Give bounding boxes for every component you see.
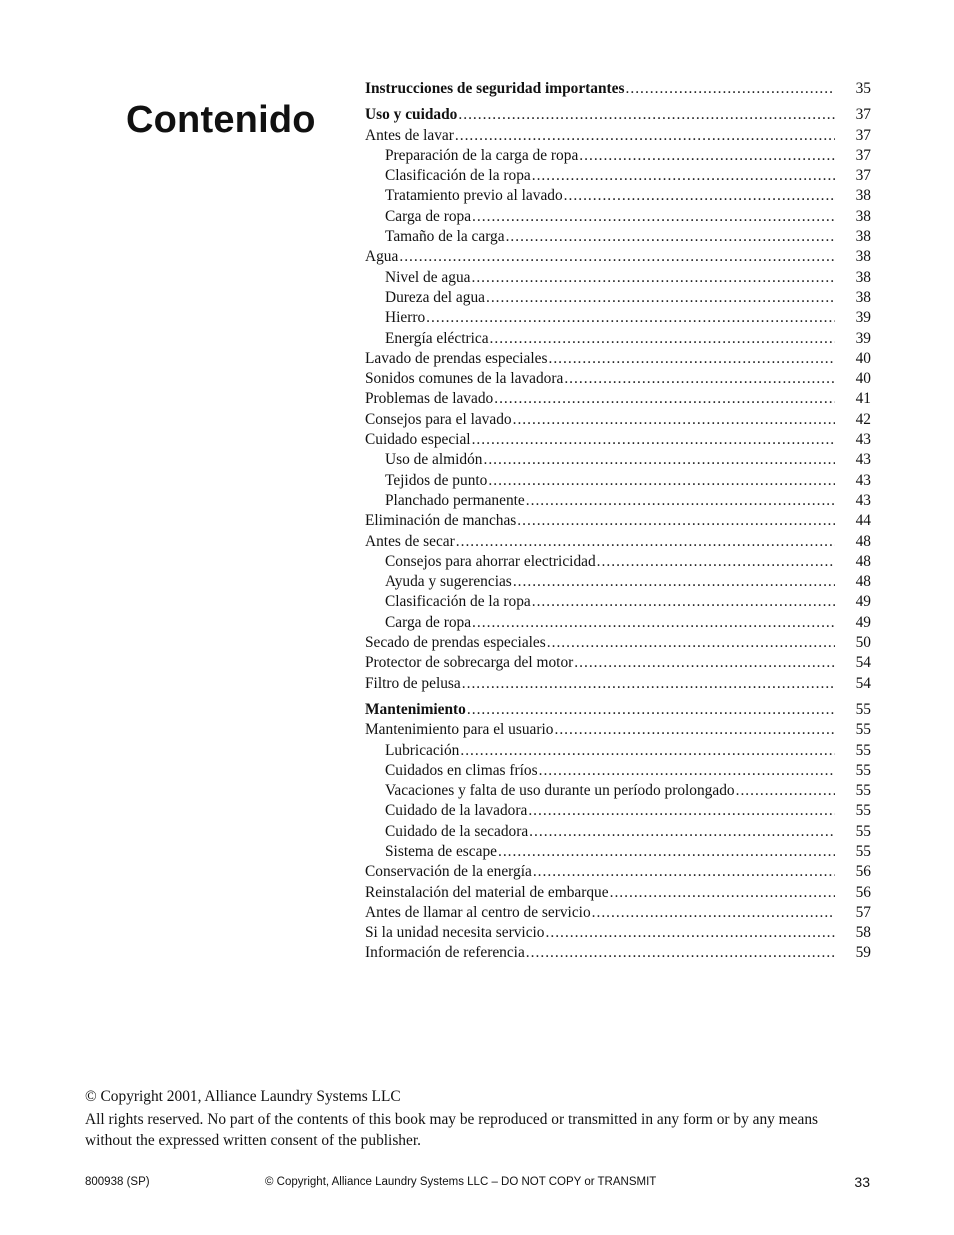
toc-entry	[365, 329, 871, 349]
toc-entry	[365, 247, 871, 267]
document-number: 800938 (SP)	[85, 1176, 150, 1188]
footer-copyright-notice: © Copyright, Alliance Laundry Systems LLC – DO NOT COPY or TRANSMIT	[265, 1176, 657, 1188]
dot-leader	[610, 883, 835, 903]
toc-entry-page: 49	[855, 613, 871, 631]
dot-leader	[548, 349, 835, 369]
toc-entry	[365, 532, 871, 552]
toc-entry	[365, 186, 871, 206]
toc-entry	[365, 903, 871, 923]
toc-entry-label: Vacaciones y falta de uso durante un período prolongado	[385, 782, 735, 800]
toc-entry	[365, 166, 871, 186]
toc-entry-page: 37	[855, 106, 871, 124]
toc-section-heading	[365, 700, 871, 720]
dot-leader	[399, 247, 835, 267]
toc-entry-page: 38	[855, 288, 871, 306]
dot-leader	[506, 227, 835, 247]
toc-entry-label: Consejos para ahorrar electricidad	[385, 552, 596, 570]
toc-entry-label: Clasificación de la ropa	[385, 167, 531, 185]
toc-entry-label: Protector de sobrecarga del motor	[365, 654, 574, 672]
toc-entry-label: Secado de prendas especiales	[365, 634, 546, 652]
toc-entry-label: Antes de llamar al centro de servicio	[365, 903, 591, 921]
toc-entry-page: 37	[855, 167, 871, 185]
toc-entry	[365, 369, 871, 389]
dot-leader	[517, 511, 835, 531]
toc-entry	[365, 126, 871, 146]
dot-leader	[592, 903, 835, 923]
toc-entry-page: 38	[855, 248, 871, 266]
toc-entry-label: Sistema de escape	[385, 842, 497, 860]
toc-entry-page: 50	[855, 634, 871, 652]
toc-entry-label: Energía eléctrica	[385, 329, 489, 347]
toc-entry-label: Ayuda y sugerencias	[385, 573, 512, 591]
toc-entry	[365, 822, 871, 842]
dot-leader	[736, 781, 835, 801]
toc-entry	[365, 842, 871, 862]
toc-entry-page: 40	[855, 370, 871, 388]
dot-leader	[472, 430, 835, 450]
toc-entry	[365, 674, 871, 694]
dot-leader	[490, 329, 835, 349]
toc-entry-page: 40	[855, 349, 871, 367]
dot-leader	[483, 450, 835, 470]
dot-leader	[486, 288, 835, 308]
toc-entry-page: 38	[855, 228, 871, 246]
dot-leader	[547, 633, 835, 653]
toc-entry	[365, 923, 871, 943]
dot-leader	[488, 471, 835, 491]
dot-leader	[455, 126, 835, 146]
dot-leader	[597, 552, 835, 572]
toc-entry	[365, 227, 871, 247]
toc-entry-page: 41	[855, 390, 871, 408]
toc-entry-label: Cuidado especial	[365, 431, 471, 449]
dot-leader	[526, 491, 835, 511]
toc-entry	[365, 883, 871, 903]
toc-entry-page: 58	[855, 924, 871, 942]
toc-entry	[365, 268, 871, 288]
toc-entry-label: Mantenimiento para el usuario	[365, 721, 554, 739]
toc-entry-label: Agua	[365, 248, 399, 266]
dot-leader	[579, 146, 835, 166]
toc-entry-label: Uso de almidón	[385, 451, 483, 469]
dot-leader	[462, 674, 835, 694]
toc-entry-page: 54	[855, 674, 871, 692]
toc-entry-label: Instrucciones de seguridad importantes	[365, 80, 625, 97]
toc-entry-label: Hierro	[385, 309, 426, 327]
toc-entry-label: Lavado de prendas especiales	[365, 349, 548, 367]
toc-entry-label: Tejidos de punto	[385, 471, 488, 489]
toc-entry	[365, 288, 871, 308]
toc-entry-label: Clasificación de la ropa	[385, 593, 531, 611]
toc-entry-label: Sonidos comunes de la lavadora	[365, 370, 564, 388]
toc-entry-page: 44	[855, 512, 871, 530]
toc-entry-page: 56	[855, 863, 871, 881]
toc-entry	[365, 511, 871, 531]
toc-entry	[365, 781, 871, 801]
dot-leader	[526, 943, 835, 963]
toc-entry	[365, 450, 871, 470]
toc-entry-page: 43	[855, 431, 871, 449]
toc-entry-label: Preparación de la carga de ropa	[385, 146, 579, 164]
toc-entry-page: 35	[855, 80, 871, 97]
toc-entry	[365, 207, 871, 227]
rights-notice: All rights reserved. No part of the contents of this book may be reproduced or transmitted in any form or by any means without the expressed written consent of the publisher.	[85, 1111, 819, 1149]
toc-entry-page: 55	[855, 842, 871, 860]
toc-entry-label: Filtro de pelusa	[365, 674, 461, 692]
toc-entry-label: Cuidados en climas fríos	[385, 761, 538, 779]
toc-entry-page: 55	[855, 802, 871, 820]
toc-entry	[365, 761, 871, 781]
toc-entry-page: 38	[855, 207, 871, 225]
toc-entry-page: 54	[855, 654, 871, 672]
dot-leader	[529, 822, 835, 842]
toc-entry-page: 49	[855, 593, 871, 611]
toc-entry-label: Eliminación de manchas	[365, 512, 517, 530]
dot-leader	[498, 842, 835, 862]
toc-entry-label: Tratamiento previo al lavado	[385, 187, 563, 205]
toc-entry-label: Antes de secar	[365, 532, 455, 550]
toc-section-heading	[365, 79, 871, 99]
toc-entry-label: Dureza del agua	[385, 288, 485, 306]
toc-entry-page: 37	[855, 146, 871, 164]
dot-leader	[532, 592, 835, 612]
page-footer	[85, 1174, 870, 1194]
dot-leader	[494, 389, 835, 409]
dot-leader	[528, 801, 835, 821]
toc-entry	[365, 430, 871, 450]
dot-leader	[626, 79, 835, 99]
toc-entry	[365, 633, 871, 653]
toc-entry	[365, 552, 871, 572]
table-of-contents	[365, 79, 871, 964]
toc-entry	[365, 572, 871, 592]
toc-entry-label: Conservación de la energía	[365, 863, 532, 881]
dot-leader	[467, 700, 835, 720]
toc-entry	[365, 720, 871, 740]
dot-leader	[574, 653, 835, 673]
toc-entry	[365, 410, 871, 430]
toc-entry-label: Carga de ropa	[385, 207, 472, 225]
toc-entry-page: 55	[855, 822, 871, 840]
toc-entry-label: Cuidado de la lavadora	[385, 802, 528, 820]
toc-entry-label: Carga de ropa	[385, 613, 472, 631]
toc-entry-label: Lubricación	[385, 741, 460, 759]
toc-entry	[365, 801, 871, 821]
toc-entry-page: 38	[855, 268, 871, 286]
toc-section-heading	[365, 105, 871, 125]
dot-leader	[426, 308, 835, 328]
toc-entry-page: 39	[855, 329, 871, 347]
toc-entry	[365, 491, 871, 511]
toc-entry	[365, 943, 871, 963]
dot-leader	[533, 862, 835, 882]
toc-entry-page: 39	[855, 309, 871, 327]
dot-leader	[546, 923, 835, 943]
dot-leader	[532, 166, 835, 186]
toc-entry	[365, 146, 871, 166]
toc-entry-page: 59	[855, 944, 871, 962]
toc-entry-page: 55	[855, 741, 871, 759]
toc-entry-page: 38	[855, 187, 871, 205]
toc-entry-page: 43	[855, 471, 871, 489]
dot-leader	[472, 207, 835, 227]
toc-entry-label: Si la unidad necesita servicio	[365, 924, 545, 942]
toc-entry-page: 48	[855, 573, 871, 591]
page-number: 33	[854, 1174, 870, 1190]
toc-entry	[365, 389, 871, 409]
toc-entry-label: Información de referencia	[365, 944, 525, 962]
toc-entry-label: Tamaño de la carga	[385, 228, 505, 246]
copyright-block	[85, 1086, 865, 1151]
dot-leader	[460, 741, 835, 761]
dot-leader	[471, 268, 835, 288]
copyright-line: © Copyright 2001, Alliance Laundry Systems LLC	[85, 1088, 401, 1105]
toc-entry	[365, 308, 871, 328]
toc-entry-label: Problemas de lavado	[365, 390, 494, 408]
toc-entry-page: 43	[855, 451, 871, 469]
toc-entry	[365, 741, 871, 761]
toc-entry-page: 55	[855, 782, 871, 800]
dot-leader	[564, 369, 835, 389]
toc-entry	[365, 613, 871, 633]
toc-entry-label: Uso y cuidado	[365, 106, 458, 124]
dot-leader	[472, 613, 835, 633]
dot-leader	[539, 761, 835, 781]
toc-entry-label: Consejos para el lavado	[365, 410, 512, 428]
toc-entry-page: 57	[855, 903, 871, 921]
dot-leader	[564, 186, 835, 206]
dot-leader	[513, 410, 835, 430]
toc-entry-page: 43	[855, 491, 871, 509]
toc-entry-page: 37	[855, 126, 871, 144]
toc-entry-page: 48	[855, 532, 871, 550]
dot-leader	[456, 532, 835, 552]
dot-leader	[513, 572, 835, 592]
dot-leader	[554, 720, 835, 740]
toc-entry-label: Reinstalación del material de embarque	[365, 883, 609, 901]
toc-entry	[365, 349, 871, 369]
toc-entry-label: Nivel de agua	[385, 268, 471, 286]
toc-entry-label: Antes de lavar	[365, 126, 454, 144]
toc-entry-page: 55	[855, 700, 871, 718]
toc-entry-page: 55	[855, 761, 871, 779]
toc-entry	[365, 653, 871, 673]
toc-entry-page: 55	[855, 721, 871, 739]
dot-leader	[458, 105, 835, 125]
toc-entry	[365, 471, 871, 491]
toc-entry-page: 56	[855, 883, 871, 901]
toc-entry-page: 48	[855, 552, 871, 570]
toc-entry-label: Cuidado de la secadora	[385, 822, 529, 840]
toc-entry	[365, 592, 871, 612]
toc-entry-page: 42	[855, 410, 871, 428]
toc-entry	[365, 862, 871, 882]
page-title: Contenido	[126, 99, 316, 142]
toc-entry-label: Mantenimiento	[365, 700, 466, 718]
toc-entry-label: Planchado permanente	[385, 491, 525, 509]
